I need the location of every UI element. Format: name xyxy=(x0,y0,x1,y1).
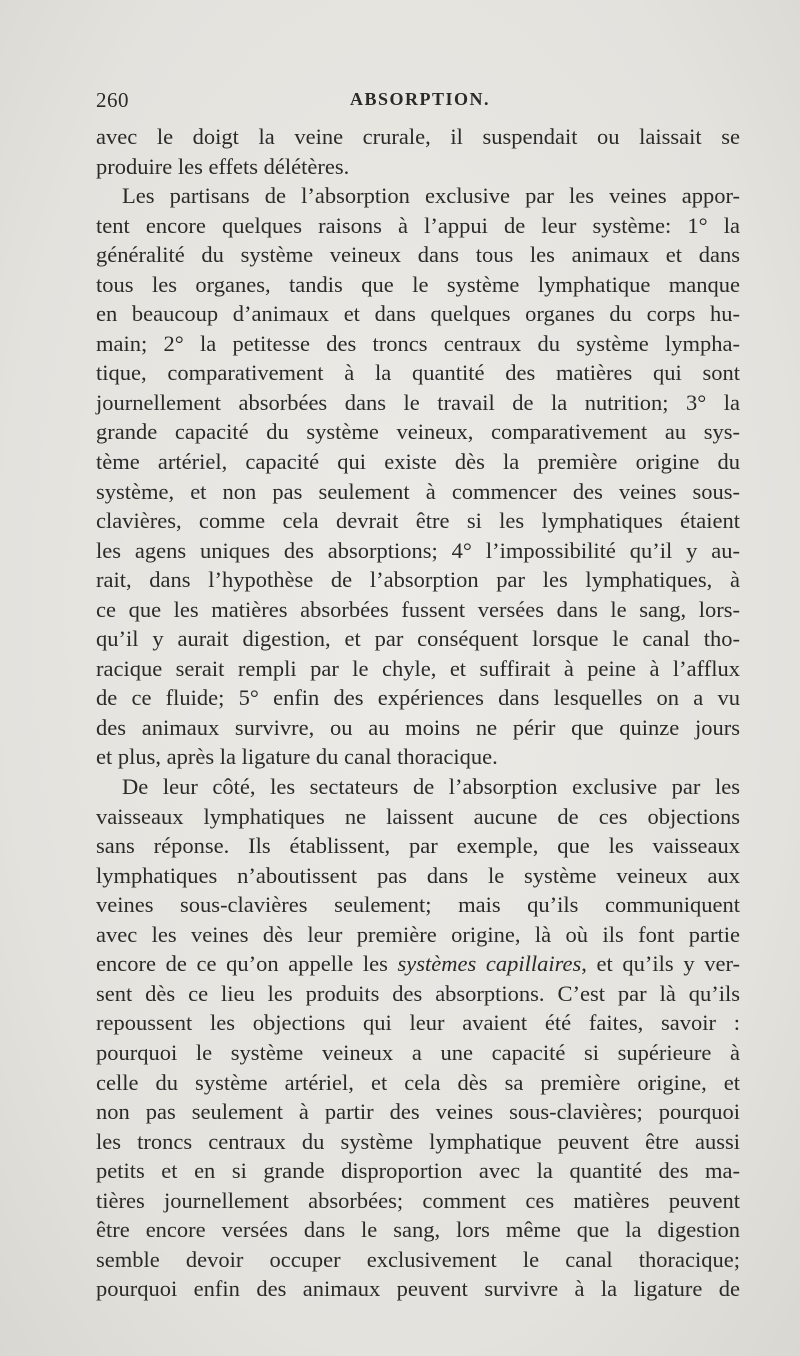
text-line: et plus, après la ligature du canal thoracique. xyxy=(96,744,498,770)
text-line xyxy=(96,949,740,979)
italic-term: systèmes capillaires xyxy=(397,951,582,977)
text-line: ce que les matières absorbées fussent versées dans le sang, lors- xyxy=(96,596,740,622)
text-line: celle du système artériel, et cela dès sa première origine, et xyxy=(96,1069,740,1095)
text-line: tous les organes, tandis que le système lymphatique manque xyxy=(96,271,740,297)
text-line: avec le doigt la veine crurale, il suspendait ou laissait se xyxy=(96,124,740,149)
text-line: généralité du système veineux dans tous les animaux et dans xyxy=(96,242,740,268)
text-line: main; 2° la petitesse des troncs centraux du système lympha- xyxy=(96,330,740,356)
text-segment: encore de ce qu’on appelle les xyxy=(96,951,398,977)
text-line: système, et non pas seulement à commencer des veines sous- xyxy=(96,478,740,504)
text-line: les agens uniques des absorptions; 4° l’impossibilité qu’il y au- xyxy=(96,537,740,563)
text-line: Les partisans de l’absorption exclusive par les veines appor- xyxy=(122,183,740,209)
text-line: vaisseaux lymphatiques ne laissent aucune de ces objections xyxy=(96,803,740,829)
text-line: racique serait rempli par le chyle, et suffirait à peine à l’afflux xyxy=(96,655,740,681)
text-line: lymphatiques n’aboutissent pas dans le système veineux aux xyxy=(96,862,740,888)
text-line: sent dès ce lieu les produits des absorptions. C’est par là qu’ils xyxy=(96,980,740,1006)
text-line: veines sous-clavières seulement; mais qu’ils communiquent xyxy=(96,892,740,918)
text-line: repoussent les objections qui leur avaient été faites, savoir : xyxy=(96,1010,740,1036)
text-line: petits et en si grande disproportion avec la quantité des ma- xyxy=(96,1158,740,1184)
text-segment: , et qu’ils y ver- xyxy=(581,951,740,977)
text-line: tières journellement absorbées; comment ces matières peuvent xyxy=(96,1187,740,1213)
running-head: ABSORPTION. xyxy=(350,89,491,109)
text-line: rait, dans l’hypothèse de l’absorption par les lymphatiques, à xyxy=(96,567,740,593)
page-number: 260 xyxy=(96,88,129,112)
text-line: tent encore quelques raisons à l’appui de leur système: 1° la xyxy=(96,212,740,238)
text-line: sans réponse. Ils établissent, par exemple, que les vaisseaux xyxy=(96,833,740,859)
text-line: clavières, comme cela devrait être si les lymphatiques étaient xyxy=(96,508,740,534)
text-line: des animaux survivre, ou au moins ne périr que quinze jours xyxy=(96,714,740,740)
text-line: semble devoir occuper exclusivement le canal thoracique; xyxy=(96,1246,740,1272)
text-line: avec les veines dès leur première origine, là où ils font partie xyxy=(96,921,740,947)
text-line: qu’il y aurait digestion, et par conséquent lorsque le canal tho- xyxy=(96,626,740,652)
text-line: en beaucoup d’animaux et dans quelques organes du corps hu- xyxy=(96,301,740,327)
text-line: produire les effets délétères. xyxy=(96,153,350,179)
text-line: De leur côté, les sectateurs de l’absorption exclusive par les xyxy=(122,774,740,800)
text-line: non pas seulement à partir des veines sous-clavières; pourquoi xyxy=(96,1099,740,1125)
text-line: les troncs centraux du système lymphatique peuvent être aussi xyxy=(96,1128,740,1154)
text-line: pourquoi le système veineux a une capacité si supérieure à xyxy=(96,1039,740,1065)
text-line: pourquoi enfin des animaux peuvent survivre à la ligature de xyxy=(96,1276,740,1302)
text-line: être encore versées dans le sang, lors même que la digestion xyxy=(96,1217,740,1243)
page-header xyxy=(96,88,740,118)
text-line: tème artériel, capacité qui existe dès la première origine du xyxy=(96,449,740,475)
text-line: grande capacité du système veineux, comparativement au sys- xyxy=(96,419,740,445)
text-line: de ce fluide; 5° enfin des expériences dans lesquelles on a vu xyxy=(96,685,740,711)
body-text xyxy=(96,122,740,1304)
text-line: journellement absorbées dans le travail de la nutrition; 3° la xyxy=(96,389,740,415)
text-line: tique, comparativement à la quantité des matières qui sont xyxy=(96,360,740,386)
